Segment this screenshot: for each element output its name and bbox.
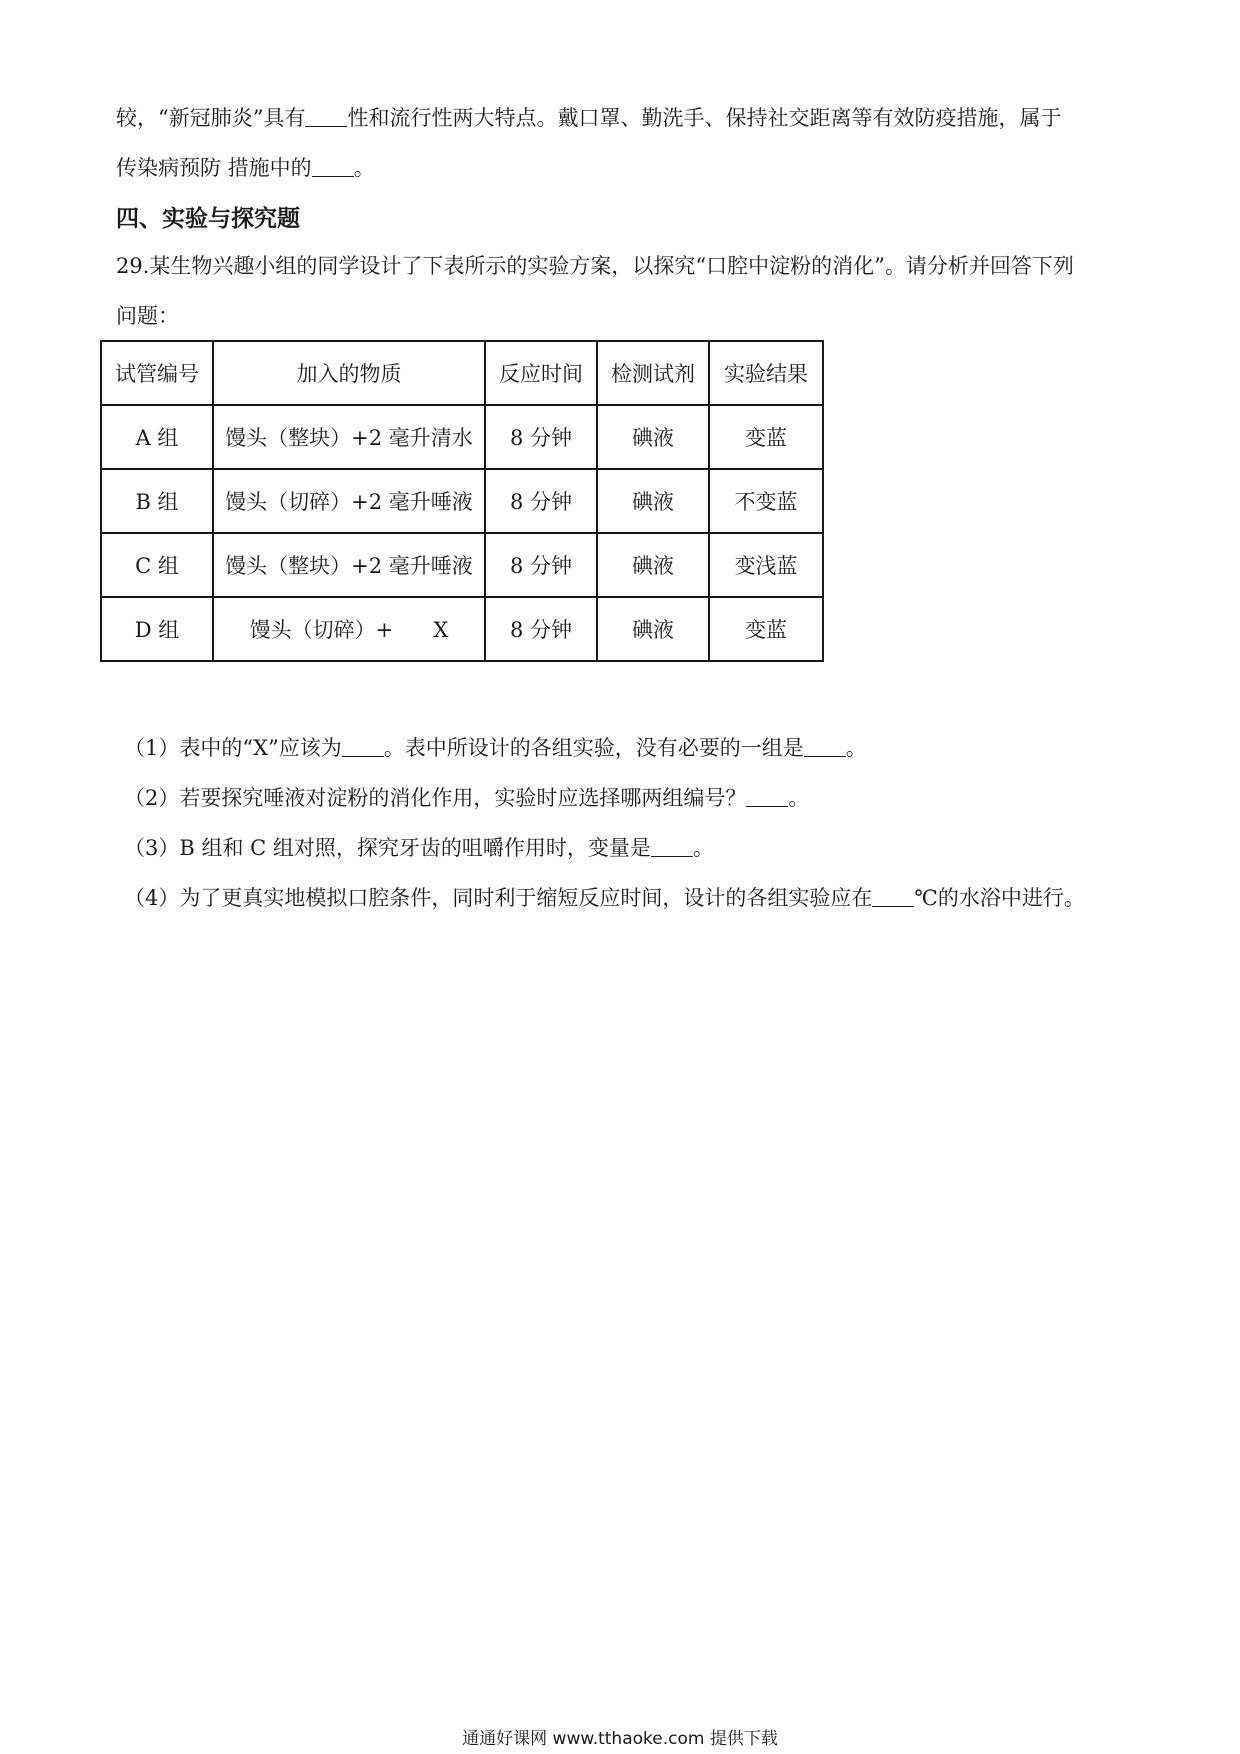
page-footer: 通通好课网 www.tthaoke.com 提供下载 — [462, 1729, 778, 1749]
table-cell: 碘液 — [597, 405, 709, 469]
question-line-2: 问题： — [116, 304, 179, 328]
table-cell: 碘液 — [597, 533, 709, 597]
table-row — [101, 533, 823, 597]
subquestion-2 — [124, 784, 809, 812]
table-cell: 碘液 — [597, 469, 709, 533]
answer-blank — [872, 886, 914, 907]
subquestion-text: 。表中所设计的各组实验，没有必要的一组是 — [383, 736, 804, 760]
answer-blank — [651, 836, 693, 857]
answer-blank — [804, 736, 846, 757]
subquestion-text: （3）B 组和 C 组对照，探究牙齿的咀嚼作用时，变量是 — [124, 836, 651, 860]
intro-text: 较，“新冠肺炎”具有 — [116, 106, 306, 130]
section-heading: 四、实验与探究题 — [116, 206, 300, 232]
answer-blank — [305, 106, 347, 127]
subquestion-text: 。 — [788, 786, 810, 810]
subquestion-4 — [124, 884, 1085, 912]
table-cell: C 组 — [101, 533, 213, 597]
table-cell: 馒头（切碎）+ X — [213, 597, 485, 661]
header-cell: 反应时间 — [485, 341, 597, 405]
table-cell: 变蓝 — [709, 405, 823, 469]
table-header-row — [101, 341, 823, 405]
question-line-1: 29.某生物兴趣小组的同学设计了下表所示的实验方案，以探究“口腔中淀粉的消化”。请分析并回答下列 — [116, 254, 1074, 278]
table-cell: 不变蓝 — [709, 469, 823, 533]
subquestion-text: （4）为了更真实地模拟口腔条件，同时利于缩短反应时间，设计的各组实验应在 — [124, 886, 873, 910]
table-cell: 馒头（整块）+2 毫升唾液 — [213, 533, 485, 597]
intro-line-2 — [116, 154, 1136, 182]
header-cell: 检测试剂 — [597, 341, 709, 405]
table-row — [101, 597, 823, 661]
table-cell: A 组 — [101, 405, 213, 469]
intro-text: 。 — [353, 156, 375, 180]
table-cell: 变蓝 — [709, 597, 823, 661]
subquestion-text: （2）若要探究唾液对淀粉的消化作用，实验时应选择哪两组编号？ — [124, 786, 747, 810]
intro-line-1 — [116, 104, 1136, 132]
subquestion-1 — [124, 734, 867, 762]
answer-blank — [312, 156, 354, 177]
table-cell: 馒头（整块）+2 毫升清水 — [213, 405, 485, 469]
intro-text: 性和流行性两大特点。戴口罩、勤洗手、保持社交距离等有效防疫措施，属于 — [347, 106, 1062, 130]
answer-blank — [342, 736, 384, 757]
header-cell: 加入的物质 — [213, 341, 485, 405]
intro-text: 传染病预防 措施中的 — [116, 156, 312, 180]
table-row — [101, 405, 823, 469]
header-cell: 试管编号 — [101, 341, 213, 405]
table-cell: 碘液 — [597, 597, 709, 661]
table-cell: 馒头（切碎）+2 毫升唾液 — [213, 469, 485, 533]
table-cell: D 组 — [101, 597, 213, 661]
header-cell: 实验结果 — [709, 341, 823, 405]
table-row — [101, 469, 823, 533]
answer-blank — [746, 786, 788, 807]
table-cell: 8 分钟 — [485, 405, 597, 469]
experiment-table — [100, 340, 824, 662]
table-cell: B 组 — [101, 469, 213, 533]
subquestion-3 — [124, 834, 714, 862]
table-cell: 变浅蓝 — [709, 533, 823, 597]
table-cell: 8 分钟 — [485, 469, 597, 533]
table-cell: 8 分钟 — [485, 533, 597, 597]
subquestion-text: 。 — [845, 736, 867, 760]
subquestion-text: ℃的水浴中进行。 — [914, 886, 1085, 910]
subquestion-text: 。 — [692, 836, 714, 860]
subquestion-text: （1）表中的“X”应该为 — [124, 736, 342, 760]
table-cell: 8 分钟 — [485, 597, 597, 661]
